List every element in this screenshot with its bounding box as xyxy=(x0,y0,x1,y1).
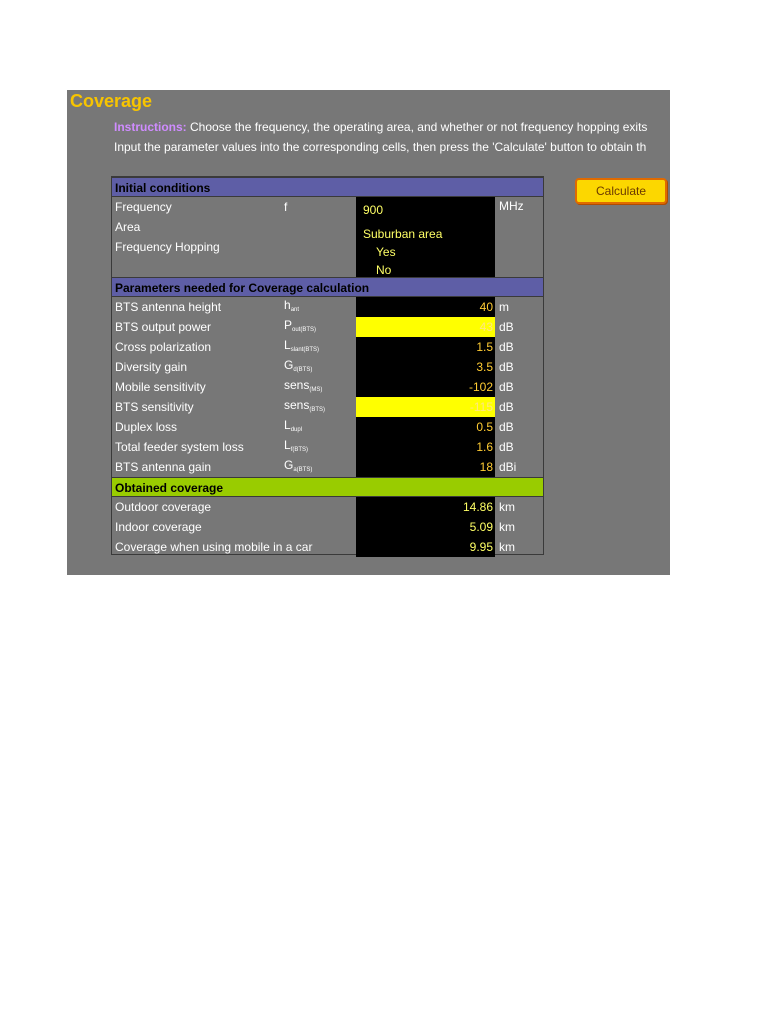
obtained-value: 14.86 xyxy=(356,497,495,517)
parameter-label: Mobile sensitivity xyxy=(115,380,206,394)
parameter-row xyxy=(112,397,543,417)
parameter-symbol-main: h xyxy=(284,298,291,312)
obtained-unit: km xyxy=(499,500,515,514)
initial-conditions-header: Initial conditions xyxy=(112,177,543,197)
parameter-symbol-sub: a(BTS) xyxy=(293,467,313,473)
parameter-symbol-sub: dupl xyxy=(290,427,303,433)
parameter-symbol-sub: slant(BTS) xyxy=(290,347,320,353)
hopping-row xyxy=(112,237,543,257)
obtained-row xyxy=(112,537,543,557)
hopping-option-no[interactable]: No xyxy=(376,263,392,277)
parameter-unit: dB xyxy=(499,320,514,334)
parameter-symbol xyxy=(284,358,312,373)
parameter-label: Cross polarization xyxy=(115,340,212,354)
obtained-value: 9.95 xyxy=(356,537,495,557)
parameter-symbol-main: sens xyxy=(284,398,310,412)
parameter-value-input[interactable]: 1.5 xyxy=(356,337,495,357)
parameter-value-input[interactable]: 43 xyxy=(356,317,495,337)
obtained-coverage-header: Obtained coverage xyxy=(112,477,543,497)
parameter-symbol xyxy=(284,298,299,313)
parameter-label: BTS sensitivity xyxy=(115,400,194,414)
parameters-header: Parameters needed for Coverage calculation xyxy=(112,277,543,297)
parameter-value-input[interactable]: 0.5 xyxy=(356,417,495,437)
instructions-label: Instructions: xyxy=(114,120,187,134)
parameter-symbol-sub: (MS) xyxy=(309,387,323,393)
obtained-row xyxy=(112,517,543,537)
frequency-row xyxy=(112,197,543,217)
parameter-label: BTS antenna height xyxy=(115,300,222,314)
parameter-row xyxy=(112,437,543,457)
area-row xyxy=(112,217,543,237)
parameter-value-input[interactable]: 3.5 xyxy=(356,357,495,377)
parameter-unit: dB xyxy=(499,360,514,374)
parameter-symbol xyxy=(284,458,312,473)
parameter-label: Diversity gain xyxy=(115,360,188,374)
parameter-symbol-main: G xyxy=(284,358,294,372)
parameter-row xyxy=(112,317,543,337)
hopping-label: Frequency Hopping xyxy=(115,240,220,254)
parameter-row xyxy=(112,457,543,477)
parameter-row xyxy=(112,337,543,357)
parameter-symbol-sub: f(BTS) xyxy=(290,447,309,453)
obtained-unit: km xyxy=(499,520,515,534)
parameter-symbol-sub: ant xyxy=(290,307,300,313)
parameter-label: Duplex loss xyxy=(115,420,178,434)
parameter-row xyxy=(112,417,543,437)
parameter-unit: dB xyxy=(499,380,514,394)
frequency-unit: MHz xyxy=(499,199,524,213)
parameter-value-input[interactable]: 18 xyxy=(356,457,495,477)
obtained-label: Indoor coverage xyxy=(115,520,202,534)
parameter-symbol xyxy=(284,418,302,433)
parameter-symbol-main: L xyxy=(284,418,291,432)
parameter-symbol-main: P xyxy=(284,318,293,332)
parameter-symbol xyxy=(284,378,322,393)
coverage-sheet xyxy=(67,90,670,575)
parameter-unit: dB xyxy=(499,440,514,454)
parameter-unit: dB xyxy=(499,340,514,354)
parameter-value-input[interactable]: 1.6 xyxy=(356,437,495,457)
parameter-unit: dB xyxy=(499,420,514,434)
parameter-unit: dBi xyxy=(499,460,517,474)
parameter-symbol xyxy=(284,398,325,413)
parameter-value-input[interactable]: 40 xyxy=(356,297,495,317)
obtained-row xyxy=(112,497,543,517)
obtained-label: Coverage when using mobile in a car xyxy=(115,540,313,554)
instructions-line-1 xyxy=(114,120,647,134)
obtained-unit: km xyxy=(499,540,515,554)
coverage-table xyxy=(111,176,544,555)
frequency-select[interactable]: 900 xyxy=(363,203,384,217)
area-select[interactable]: Suburban area xyxy=(363,227,443,241)
parameter-row xyxy=(112,297,543,317)
area-label: Area xyxy=(115,220,141,234)
parameter-symbol-sub: d(BTS) xyxy=(293,367,313,373)
parameter-symbol-main: G xyxy=(284,458,294,472)
parameter-label: BTS antenna gain xyxy=(115,460,212,474)
parameter-row xyxy=(112,377,543,397)
parameter-value-input[interactable]: -115 xyxy=(356,397,495,417)
parameter-symbol xyxy=(284,318,316,333)
instructions-line-2: Input the parameter values into the corresponding cells, then press the 'Calculate' button to obtain th xyxy=(114,140,647,154)
hopping-option-yes[interactable]: Yes xyxy=(376,245,396,259)
parameter-unit: dB xyxy=(499,400,514,414)
frequency-label: Frequency xyxy=(115,200,172,214)
parameter-symbol xyxy=(284,438,308,453)
frequency-symbol: f xyxy=(284,200,288,214)
obtained-value: 5.09 xyxy=(356,517,495,537)
instructions-text-1: Choose the frequency, the operating area, and whether or not frequency hopping exits xyxy=(186,120,648,134)
parameter-symbol-sub: (BTS) xyxy=(309,407,326,413)
parameter-symbol-main: L xyxy=(284,438,291,452)
parameter-value-input[interactable]: -102 xyxy=(356,377,495,397)
page-title: Coverage xyxy=(70,91,153,111)
parameter-symbol-main: sens xyxy=(284,378,310,392)
parameter-unit: m xyxy=(499,300,509,314)
calculate-button[interactable]: Calculate xyxy=(575,178,667,204)
parameter-label: Total feeder system loss xyxy=(115,440,244,454)
parameter-symbol-main: L xyxy=(284,338,291,352)
parameter-label: BTS output power xyxy=(115,320,212,334)
obtained-label: Outdoor coverage xyxy=(115,500,212,514)
parameter-row xyxy=(112,357,543,377)
parameter-symbol xyxy=(284,338,319,353)
parameter-symbol-sub: out(BTS) xyxy=(292,327,317,333)
